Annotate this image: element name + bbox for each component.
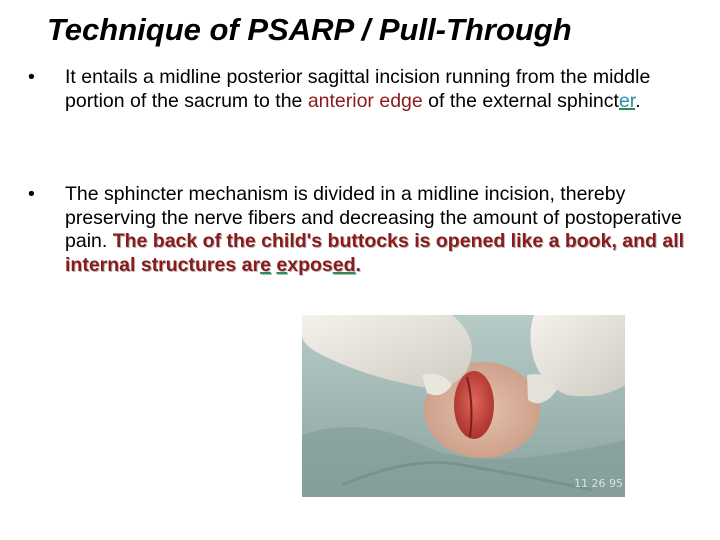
- photo-timestamp: 11 26 95: [574, 477, 623, 490]
- bullet2-emphasis-a: The back of the child's buttocks is opened like a book, and all internal structures ar: [65, 230, 685, 276]
- bullet1-underlined-text: er: [618, 89, 636, 112]
- bullet2-underlined-e1: e: [260, 253, 271, 276]
- bullet2-underlined-ed: ed: [332, 253, 356, 276]
- bullet2-period: .: [355, 253, 361, 276]
- bullet-marker: •: [28, 183, 35, 205]
- bullet-text-2: [65, 183, 688, 277]
- bullet-item-1: [28, 66, 688, 113]
- surgical-photo: [302, 315, 625, 497]
- bullet1-text-b: of the external sphinct: [422, 89, 619, 112]
- anterior-edge-text: anterior edge: [307, 89, 423, 112]
- slide-title: Technique of PSARP / Pull-Through: [47, 12, 572, 47]
- bullet2-emphasis-b: xpos: [287, 253, 333, 276]
- bullet1-text-a: It entails a midline posterior sagittal incision running from the middle portion of the sacrum to the: [65, 66, 651, 112]
- incision-wound: [454, 371, 494, 439]
- bullet2-text-a: The sphincter mechanism is divided in a midline incision, thereby preserving the nerve fibers and decreasing the amount of postoperative pain.: [65, 183, 682, 252]
- bullet1-period: .: [635, 89, 641, 112]
- bullet-marker: •: [28, 66, 35, 88]
- bullet-text-1: [65, 66, 688, 113]
- bullet2-underlined-e2: e: [276, 253, 288, 276]
- bullet-item-2: [28, 183, 688, 277]
